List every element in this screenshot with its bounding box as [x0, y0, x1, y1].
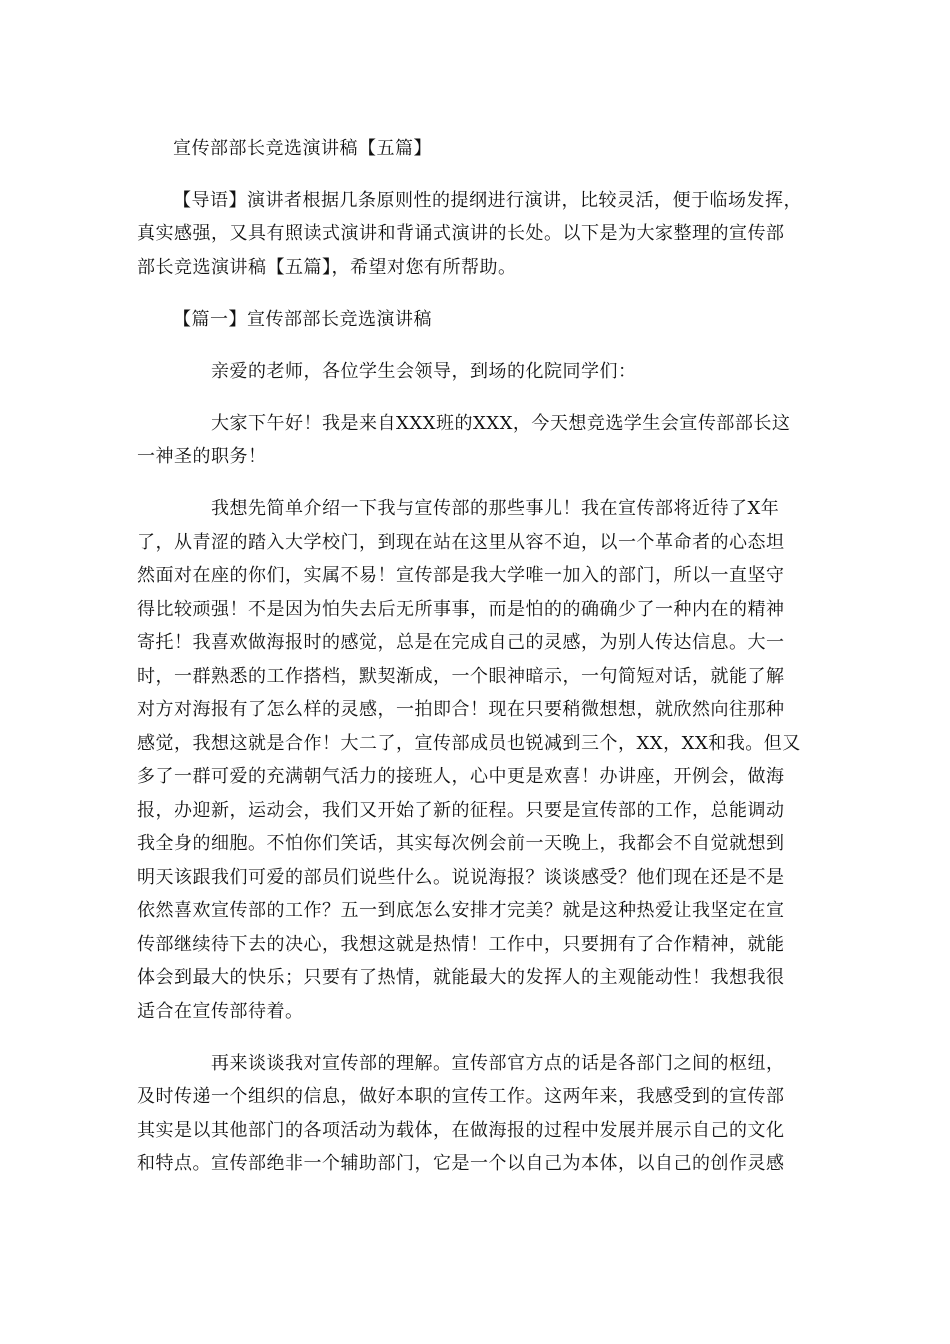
- text-line: 部长竞选演讲稿【五篇】，希望对您有所帮助。: [137, 256, 517, 278]
- text-line: 感觉，我想这就是合作！大二了，宣传部成员也锐减到三个，XX，XX和我。但又: [137, 732, 801, 754]
- paragraph-3: [137, 1047, 817, 1181]
- text-line: 了，从青涩的踏入大学校门，到现在站在这里从容不迫，以一个革命者的心态坦: [137, 531, 785, 553]
- text-line: 我全身的细胞。不怕你们笑话，其实每次例会前一天晚上，我都会不自觉就想到: [137, 833, 785, 854]
- salutation-text: 亲爱的老师，各位学生会领导，到场的化院同学们：: [211, 360, 637, 382]
- text-line: 明天该跟我们可爱的部员们说些什么。说说海报？谈谈感受？他们现在还是不是: [137, 866, 785, 888]
- paragraph-2: [137, 492, 817, 1028]
- section-heading: [137, 303, 817, 337]
- text-line: 和特点。宣传部绝非一个辅助部门，它是一个以自己为本体，以自己的创作灵感: [137, 1153, 785, 1174]
- text-line: 我想先简单介绍一下我与宣传部的那些事儿！我在宣传部将近待了X年: [211, 498, 780, 519]
- text-line: 体会到最大的快乐；只要有了热情，就能最大的发挥人的主观能动性！我想我很: [137, 967, 785, 988]
- text-line: 【导语】演讲者根据几条原则性的提纲进行演讲，比较灵活，便于临场发挥，: [173, 189, 802, 211]
- text-line: 报，办迎新，运动会，我们又开始了新的征程。只要是宣传部的工作，总能调动: [137, 799, 785, 821]
- text-line: 真实感强，又具有照读式演讲和背诵式演讲的长处。以下是为大家整理的宣传部: [137, 223, 785, 244]
- text-line: 适合在宣传部待着。: [137, 1000, 304, 1022]
- document-page: [137, 132, 817, 1199]
- text-line: 然面对在座的你们，实属不易！宣传部是我大学唯一加入的部门，所以一直坚守: [137, 565, 785, 586]
- salutation: [137, 355, 817, 389]
- text-line: 大家下午好！我是来自XXX班的XXX，今天想竞选学生会宣传部部长这: [211, 412, 791, 434]
- intro-paragraph: [137, 184, 817, 285]
- paragraph-1: [137, 407, 817, 474]
- text-line: 传部继续待下去的决心，我想这就是热情！工作中，只要拥有了合作精神，就能: [137, 933, 785, 955]
- text-line: 对方对海报有了怎么样的灵感，一拍即合！现在只要稍微想想，就欣然向往那种: [137, 699, 785, 720]
- text-line: 依然喜欢宣传部的工作？五一到底怎么安排才完美？就是这种热爱让我坚定在宣: [137, 900, 785, 921]
- text-line: 多了一群可爱的充满朝气活力的接班人，心中更是欢喜！办讲座，开例会，做海: [137, 766, 785, 787]
- section-heading-text: 【篇一】宣传部部长竞选演讲稿: [173, 308, 432, 330]
- text-line: 寄托！我喜欢做海报时的感觉，总是在完成自己的灵感，为别人传达信息。大一: [137, 632, 785, 653]
- text-line: 再来谈谈我对宣传部的理解。宣传部官方点的话是各部门之间的枢纽，: [211, 1052, 785, 1074]
- text-line: 及时传递一个组织的信息，做好本职的宣传工作。这两年来，我感受到的宣传部: [137, 1086, 785, 1107]
- text-line: 其实是以其他部门的各项活动为载体，在做海报的过程中发展并展示自己的文化: [137, 1119, 785, 1141]
- text-line: 一神圣的职务！: [137, 446, 267, 467]
- text-line: 得比较顽强！不是因为怕失去后无所事事，而是怕的的确确少了一种内在的精神: [137, 598, 785, 620]
- text-line: 时，一群熟悉的工作搭档，默契渐成，一个眼神暗示，一句简短对话，就能了解: [137, 665, 785, 687]
- document-title: 宣传部部长竞选演讲稿【五篇】: [173, 138, 432, 159]
